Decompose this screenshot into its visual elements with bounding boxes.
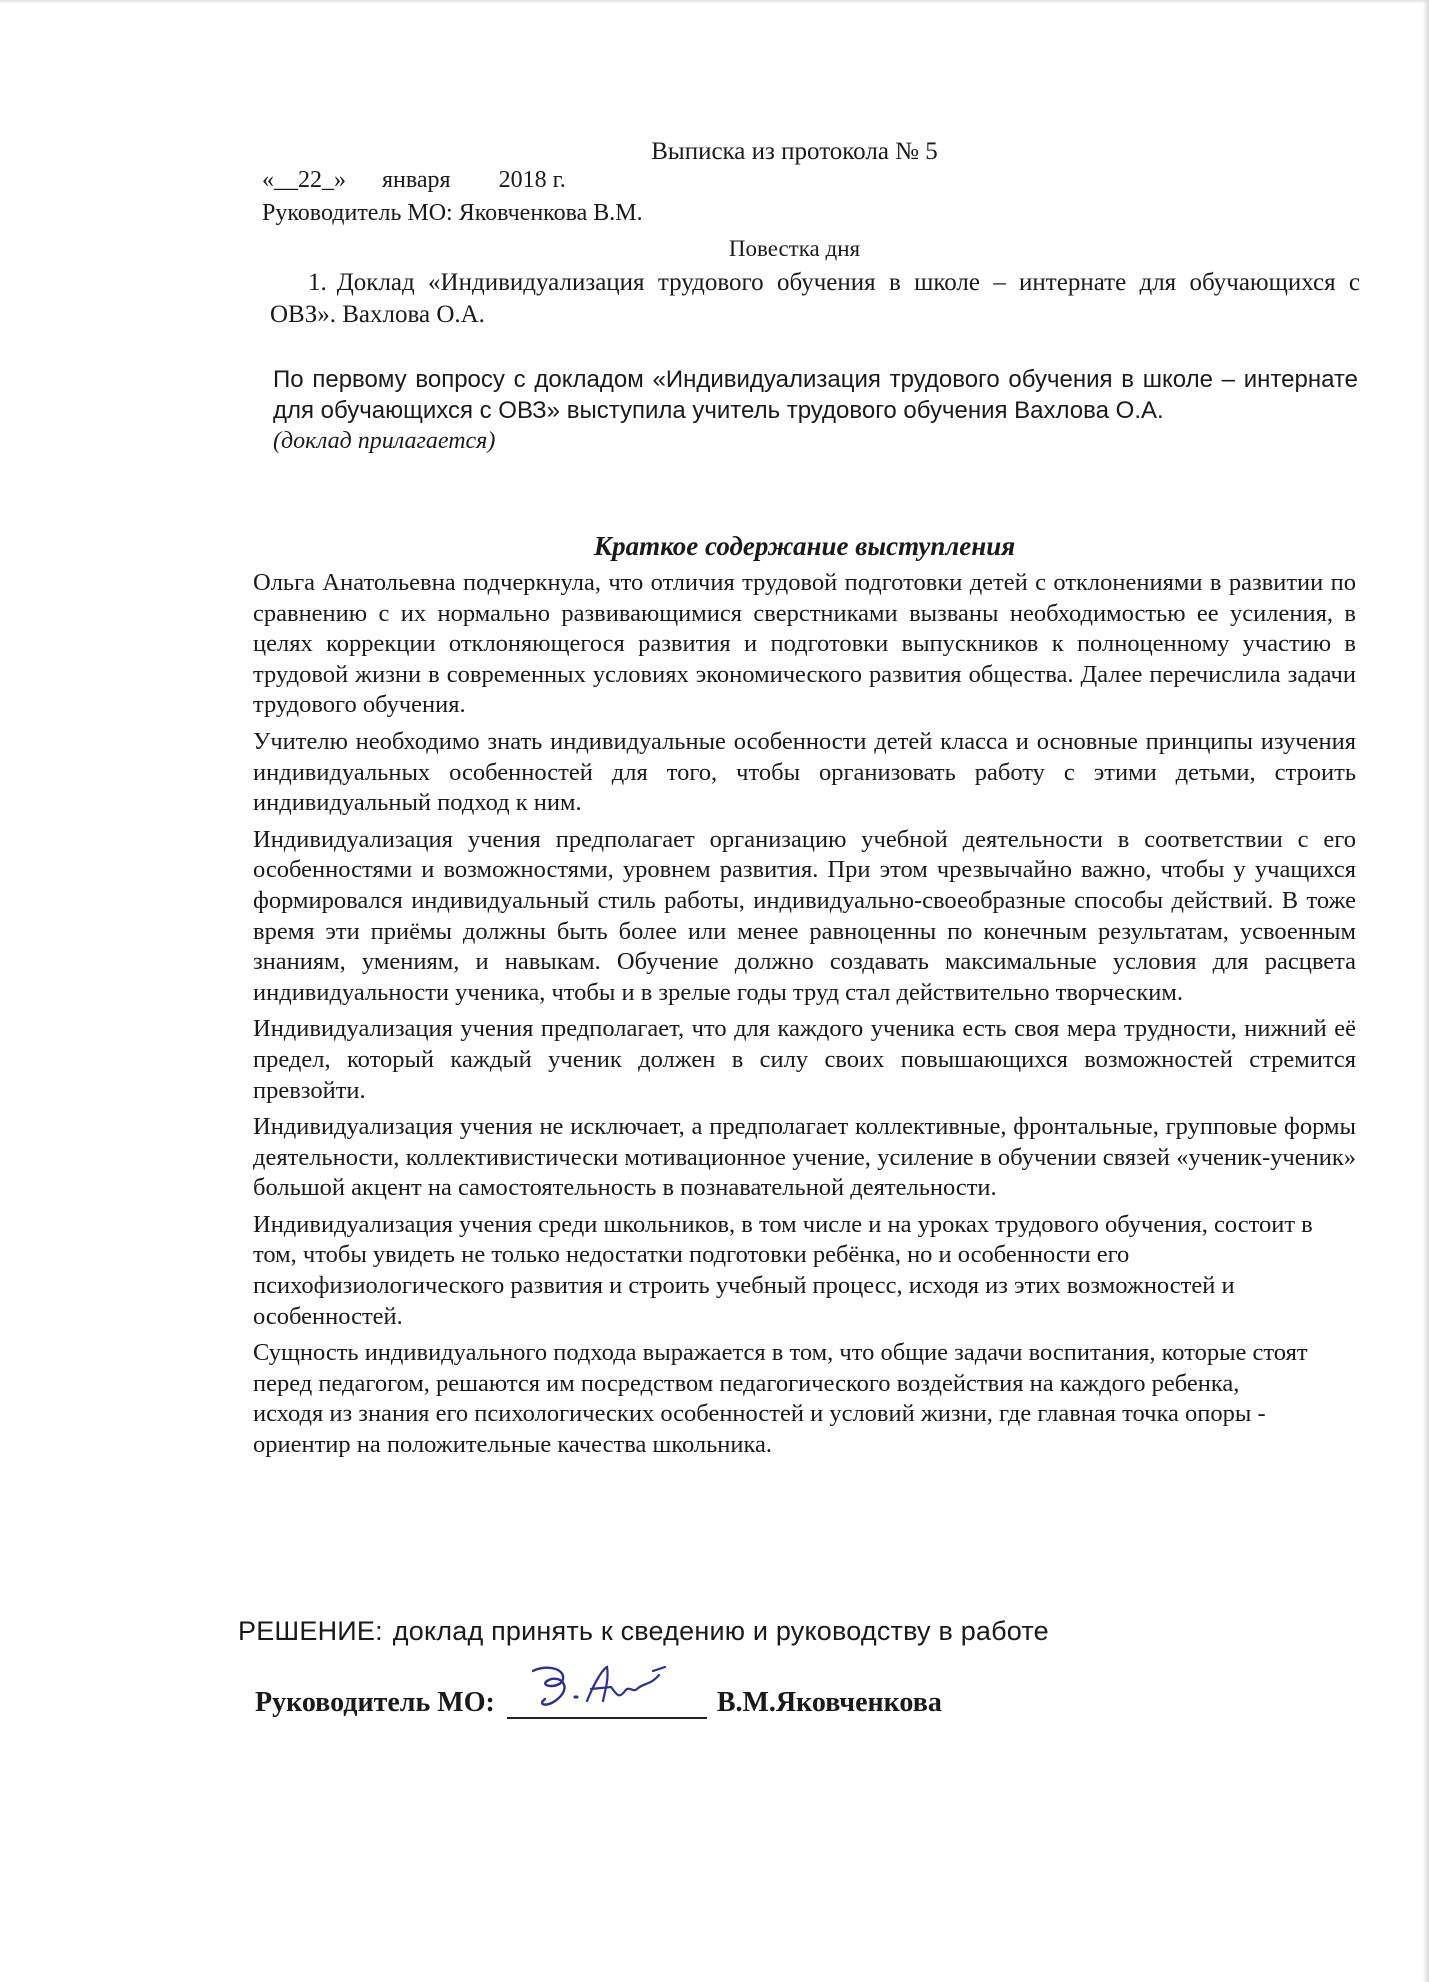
summary-heading: Краткое содержание выступления	[593, 531, 1016, 561]
document-date	[262, 167, 566, 194]
handwritten-signature	[525, 1661, 695, 1717]
summary-paragraph: Учителю необходимо знать индивидуальные особенности детей класса и основные принципы изучения индивидуальных особенностей для того, чтобы организовать работу с этими детьми, строить индивидуальный подход к ним.	[253, 727, 1356, 817]
agenda-heading: Повестка дня	[728, 236, 861, 261]
summary-paragraph: Индивидуализация учения предполагает, что для каждого ученика есть своя мера трудности, нижний её предел, который каждый ученик должен в силу своих повышающихся возможностей стремится превзойти.	[253, 1015, 1356, 1104]
date-month: января	[382, 167, 451, 193]
summary-paragraph: Сущность индивидуального подхода выражается в том, что общие задачи воспитания, которые стоят перед педагогом, решаются им посредством педагогического воздействия на каждого ребенка, исходя из знания его психологических особенностей и условий жизни, где главная точка опоры - ориентир на положительные качества школьника.	[253, 1339, 1308, 1459]
agenda-item-text: Доклад «Индивидуализация трудового обучения в школе – интернате для обучающихся с ОВЗ». Вахлова О.А.	[270, 269, 1360, 328]
agenda-item-number: 1.	[308, 269, 327, 296]
signature-role: Руководитель МО:	[255, 1687, 495, 1718]
decision-text: доклад принять к сведению и руководству в работе	[392, 1616, 1049, 1646]
first-question-text: По первому вопросу с докладом «Индивидуализация трудового обучения в школе – интернате для обучающихся с ОВЗ» выступила учитель трудового обучения Вахлова О.А.	[273, 366, 1358, 424]
date-year: 2018 г.	[498, 167, 566, 193]
scan-edge-top	[0, 0, 1429, 4]
signature-blank	[507, 1683, 707, 1719]
first-question-block	[273, 364, 1358, 457]
summary-paragraph: Индивидуализация учения предполагает организацию учебной деятельности в соответствии с его особенностями и возможностями, уровнем развития. При этом чрезвычайно важно, чтобы у учащихся формировался индивидуальный стиль работы, индивидуально-своеобразные способы действий. В тоже время эти приёмы должны быть более или менее равноценны по конечным результатам, усвоенным знаниям, умениям, и навыкам. Обучение должно создавать максимальные условия для расцвета индивидуальности ученика, чтобы и в зрелые годы труд стал действительно творческим.	[253, 825, 1356, 1006]
scan-edge-right	[1423, 0, 1429, 1982]
signature-block	[255, 1683, 942, 1719]
date-day: «__22_»	[262, 167, 346, 193]
association-head: Руководитель МО: Яковченкова В.М.	[262, 200, 643, 226]
summary-paragraph: Индивидуализация учения не исключает, а предполагает коллективные, фронтальные, групповые формы деятельности, коллективистически мотивационное учение, усиление в обучении связей «ученик-ученик» большой акцент на самостоятельность в познавательной деятельности.	[253, 1113, 1356, 1202]
signature-name: В.М.Яковченкова	[716, 1687, 942, 1718]
attachment-note: (доклад прилагается)	[273, 428, 496, 454]
document-title: Выписка из протокола № 5	[651, 138, 938, 165]
decision-line	[238, 1616, 1049, 1647]
summary-body	[253, 568, 1356, 1467]
summary-paragraph: Ольга Анатольевна подчеркнула, что отличия трудовой подготовки детей с отклонениями в развитии по сравнению с их нормально развивающимися сверстниками вызваны необходимостью ее усиления, в целях коррекции отклоняющегося развития и подготовки выпускников к полноценному участию в трудовой жизни в современных условиях экономического развития общества. Далее перечислила задачи трудового обучения.	[253, 569, 1356, 719]
summary-paragraph: Индивидуализация учения среди школьников, в том числе и на уроках трудового обучения, состоит в том, чтобы увидеть не только недостатки подготовки ребёнка, но и особенности его психофизиологического развития и строить учебный процесс, исходя из этих возможностей и особенностей.	[253, 1210, 1313, 1330]
decision-label: РЕШЕНИЕ:	[238, 1616, 383, 1646]
agenda-item	[270, 267, 1360, 331]
